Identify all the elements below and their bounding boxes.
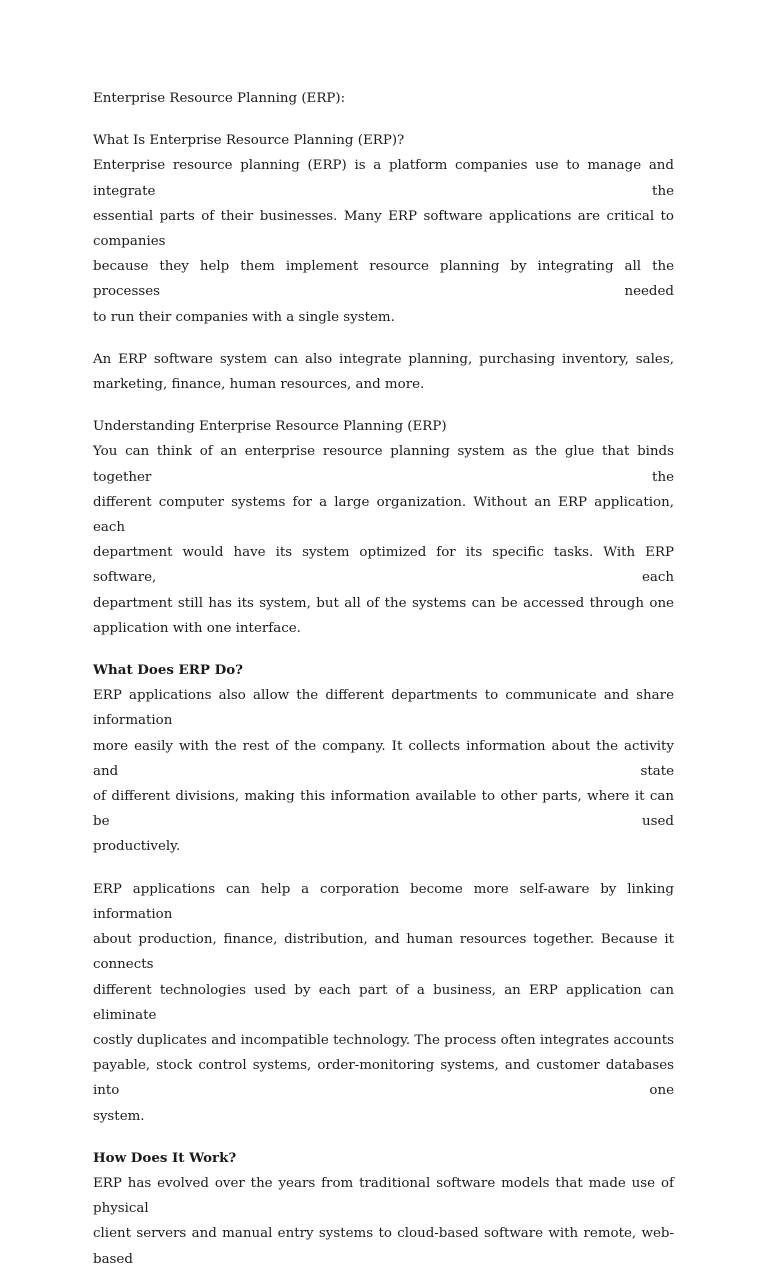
paragraph-line: department would have its system optimized for its specific tasks. With ERP software, each xyxy=(93,545,674,586)
document-title: Enterprise Resource Planning (ERP): xyxy=(93,91,346,106)
paragraph-line: ERP applications also allow the different departments to communicate and share information xyxy=(93,688,674,729)
paragraph-line: to run their companies with a single system. xyxy=(93,309,395,325)
paragraph-line: client servers and manual entry systems to cloud-based software with remote, web-based xyxy=(93,1226,674,1267)
section-heading-understanding-erp: Understanding Enterprise Resource Planning (ERP) xyxy=(93,419,447,435)
paragraph-line: essential parts of their businesses. Many ERP software applications are critical to companies xyxy=(93,208,674,250)
paragraph-line: different computer systems for a large organization. Without an ERP application, each xyxy=(93,494,674,536)
paragraph-line: about production, finance, distribution, and human resources together. Because it connects xyxy=(93,932,674,973)
paragraph-line: ERP applications can help a corporation become more self-aware by linking information xyxy=(93,881,674,922)
paragraph-line: You can think of an enterprise resource planning system as the glue that binds together the xyxy=(93,444,674,485)
paragraph-erp-integration xyxy=(93,347,674,397)
paragraph-line: productively. xyxy=(93,839,181,855)
section-heading-what-is-erp: What Is Enterprise Resource Planning (ERP)? xyxy=(93,133,405,149)
section-heading-what-does-erp-do: What Does ERP Do? xyxy=(93,662,244,679)
paragraph-erp-evolution xyxy=(93,1171,674,1272)
paragraph-erp-glue xyxy=(93,439,674,641)
paragraph-line: costly duplicates and incompatible technology. The process often integrates accounts xyxy=(93,1032,674,1048)
paragraph-line: marketing, finance, human resources, and more. xyxy=(93,377,425,393)
paragraph-line: because they help them implement resource planning by integrating all the processes needed xyxy=(93,259,674,300)
section-heading-how-does-it-work: How Does It Work? xyxy=(93,1149,237,1166)
paragraph-erp-definition xyxy=(93,153,674,329)
paragraph-line: An ERP software system can also integrate planning, purchasing inventory, sales, xyxy=(93,351,674,367)
paragraph-line: application with one interface. xyxy=(93,620,301,636)
paragraph-line: ERP has evolved over the years from traditional software models that made use of physical xyxy=(93,1175,674,1217)
paragraph-line: department still has its system, but all of the systems can be accessed through one xyxy=(93,595,674,611)
paragraph-line: more easily with the rest of the company. It collects information about the activity and state xyxy=(93,738,674,779)
paragraph-line: different technologies used by each part of a business, an ERP application can eliminate xyxy=(93,982,674,1023)
paragraph-erp-communication xyxy=(93,683,674,859)
paragraph-line: payable, stock control systems, order-monitoring systems, and customer databases into one xyxy=(93,1058,674,1099)
paragraph-line: of different divisions, making this information available to other parts, where it can be used xyxy=(93,789,674,830)
document-page xyxy=(93,86,674,1272)
paragraph-line: system. xyxy=(93,1108,145,1124)
paragraph-line: Enterprise resource planning (ERP) is a platform companies use to manage and integrate the xyxy=(93,158,674,199)
paragraph-erp-self-aware xyxy=(93,877,674,1129)
